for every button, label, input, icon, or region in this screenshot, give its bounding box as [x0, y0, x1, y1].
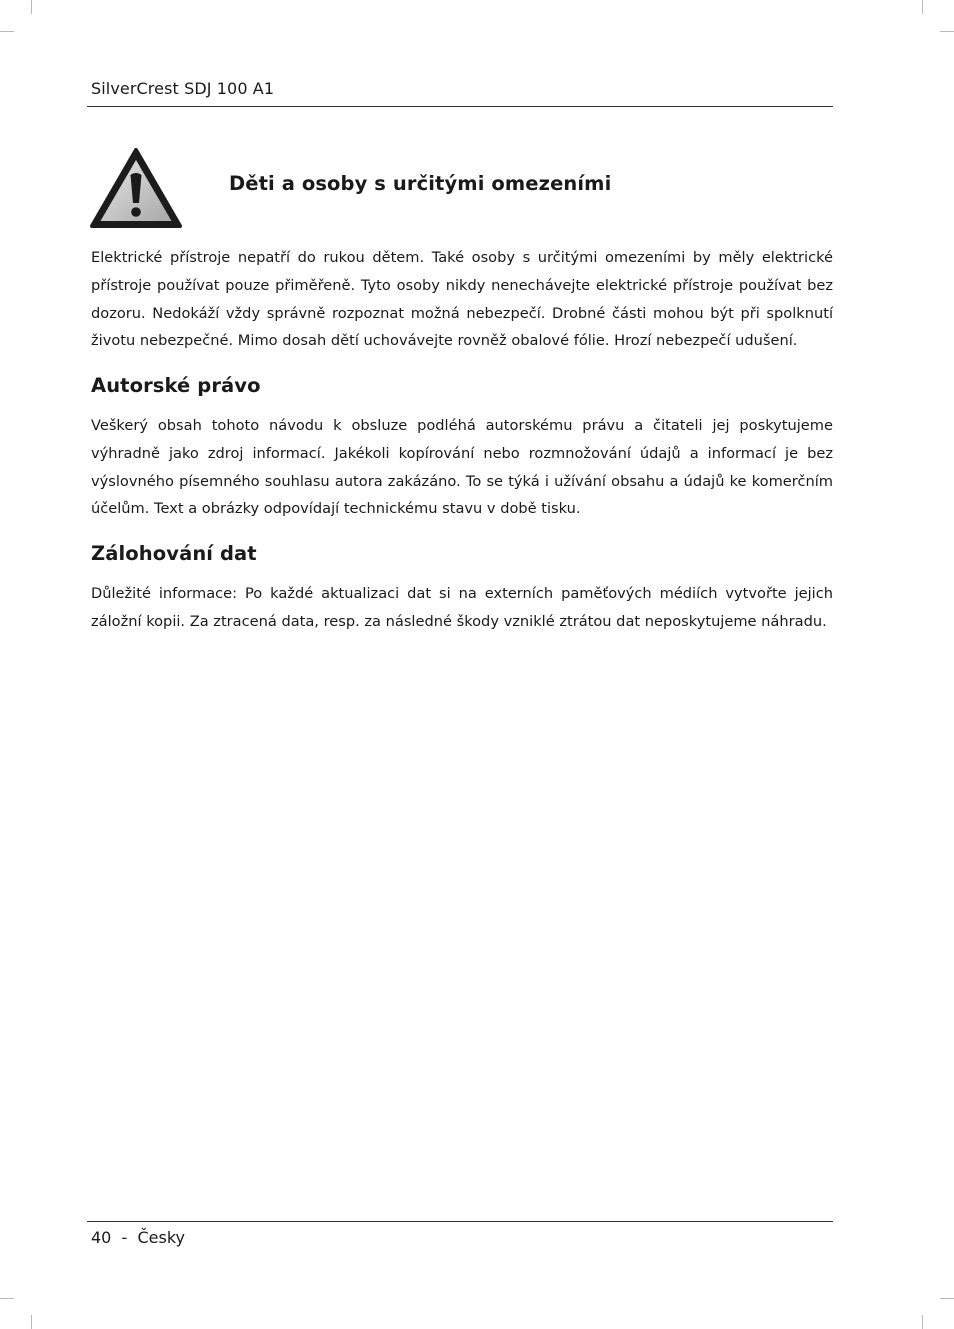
- footer-rule: [87, 1221, 833, 1222]
- header-rule: [87, 106, 833, 107]
- section-title-backup: Zálohování dat: [91, 542, 257, 565]
- section-title-copyright: Autorské právo: [91, 374, 261, 397]
- crop-mark: [0, 1298, 14, 1299]
- crop-mark: [922, 0, 923, 14]
- crop-mark: [31, 1315, 32, 1329]
- crop-mark: [31, 0, 32, 14]
- crop-mark: [0, 31, 14, 32]
- paragraph-backup: Důležité informace: Po každé aktualizaci dat si na externích paměťových médiích vytvořte jejich záložní kopii. Za ztracená data, resp. za následné škody vzniklé ztrátou dat neposkytujeme náhradu.: [91, 585, 833, 630]
- crop-mark: [940, 31, 954, 32]
- section-title-children: Děti a osoby s určitými omezeními: [229, 172, 612, 195]
- running-header: SilverCrest SDJ 100 A1: [91, 79, 275, 98]
- crop-mark: [940, 1298, 954, 1299]
- paragraph-copyright: Veškerý obsah tohoto návodu k obsluze podléhá autorskému právu a čitateli jej poskytujeme výhradně jako zdroj informací. Jakékoli kopírování nebo rozmnožování údajů a informací je bez výslovného písemného souhlasu autora zakázáno. To se týká i užívání obsahu a údajů ke komerčním účelům. Text a obrázky odpovídají technickému stavu v době tisku.: [91, 417, 833, 518]
- paragraph-children: Elektrické přístroje nepatří do rukou dětem. Také osoby s určitými omezeními by měly elektrické přístroje používat pouze přiměřeně. Tyto osoby nikdy nenechávejte elektrické přístroje používat bez dozoru. Nedokáží vždy správně rozpoznat možná nebezpečí. Drobné části mohou být při spolknutí životu nebezpečné. Mimo dosah dětí uchovávejte rovněž obalové fólie. Hrozí nebezpečí udušení.: [91, 249, 833, 350]
- page-footer: 40 - Česky: [91, 1228, 185, 1247]
- crop-mark: [922, 1315, 923, 1329]
- warning-triangle-icon: [89, 146, 183, 230]
